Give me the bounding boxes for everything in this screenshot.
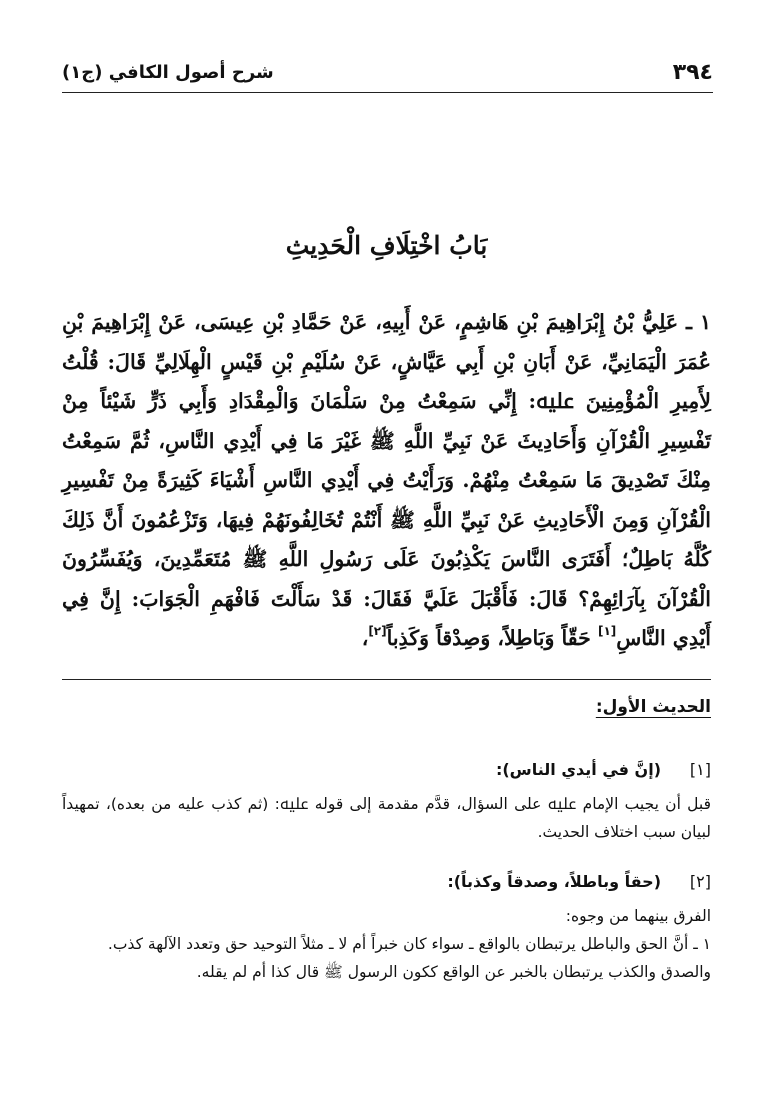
page-header [62,58,713,93]
hadith-segment-3: ، [361,626,369,650]
page-number: ٣٩٤ [672,60,713,85]
commentary-divider [62,679,711,680]
commentary-note-2 [62,872,711,986]
note-body-line: الفرق بينهما من وجوه: [565,907,711,925]
footnote-ref-1[interactable]: [١] [597,624,617,638]
note-head [62,872,711,902]
commentary-heading: الحديث الأول: [595,697,711,717]
note-lemma: (إنَّ في أيدي الناس): [495,760,661,779]
hadith-text [62,303,711,659]
hadith-segment-2: حَقّاً وَبَاطِلاً، وَصِدْقاً وَكَذِباً [386,626,598,650]
chapter-title: بَابُ اخْتِلَافِ الْحَدِيثِ [285,231,488,260]
commentary-note-1 [62,760,711,846]
running-title: شرح أصول الكافي (ج١) [62,62,274,83]
note-marker: [٢] [689,872,711,891]
hadith-segment-1: ١ ـ عَلِيُّ بْنُ إِبْرَاهِيمَ بْنِ هَاشِمٍ، عَنْ أَبِيهِ، عَنْ حَمَّادِ بْنِ عِيسَى، عَنْ إِبْرَاهِيمَ بْنِ عُمَرَ الْيَمَانِيِّ، عَنْ أَبَانِ بْنِ أَبِي عَيَّاشٍ، عَنْ سُلَيْمِ بْنِ قَيْسٍ الْهِلَالِيِّ قَالَ: قُلْتُ لِأَمِيرِ الْمُؤْمِنِينَ ﷷ: إِنِّي سَمِعْتُ مِنْ سَلْمَانَ وَالْمِقْدَادِ وَأَبِي ذَرٍّ شَيْئاً مِنْ تَفْسِيرِ الْقُرْآنِ وَأَحَادِيثَ عَنْ نَبِيِّ اللَّهِ ﷺ غَيْرَ مَا فِي أَيْدِي النَّاسِ، ثُمَّ سَمِعْتُ مِنْكَ تَصْدِيقَ مَا سَمِعْتُ مِنْهُمْ. وَرَأَيْتُ فِي أَيْدِي النَّاسِ أَشْيَاءَ كَثِيرَةً مِنْ تَفْسِيرِ الْقُرْآنِ وَمِنَ الْأَحَادِيثِ عَنْ نَبِيِّ اللَّهِ ﷺ أَنْتُمْ تُخَالِفُونَهُمْ فِيهَا، وَتَزْعُمُونَ أَنَّ ذَلِكَ كُلَّهُ بَاطِلٌ؛ أَفَتَرَى النَّاسَ يَكْذِبُونَ عَلَى رَسُولِ اللَّهِ ﷺ مُتَعَمِّدِينَ، وَيُفَسِّرُونَ الْقُرْآنَ بِآرَائِهِمْ؟ قَالَ: فَأَقْبَلَ عَلَيَّ فَقَالَ: قَدْ سَأَلْتَ فَافْهَمِ الْجَوَابَ: إِنَّ فِي أَيْدِي النَّاسِ [62,310,711,650]
note-head [62,760,711,790]
footnote-ref-2[interactable]: [٢] [368,624,387,638]
note-marker: [١] [689,760,711,779]
note-lemma: (حقاً وباطلاً، وصدقاً وكذباً): [447,872,661,891]
note-body-line: والصدق والكذب يرتبطان بالخبر عن الواقع ككون الرسول ﷺ قال كذا أم لم يقله. [196,963,711,981]
note-body-line: قبل أن يجيب الإمام ﷷ على السؤال، قدَّم مقدمة إلى قوله ﷷ: (ثم كذب عليه من بعده)، تمهيداً لبيان سبب اختلاف الحديث. [62,795,711,841]
note-body-line: ١ ـ أنَّ الحق والباطل يرتبطان بالواقع ـ سواء كان خبراً أم لا ـ مثلاً التوحيد حق وتعدد الآلهة كذب. [107,935,711,953]
